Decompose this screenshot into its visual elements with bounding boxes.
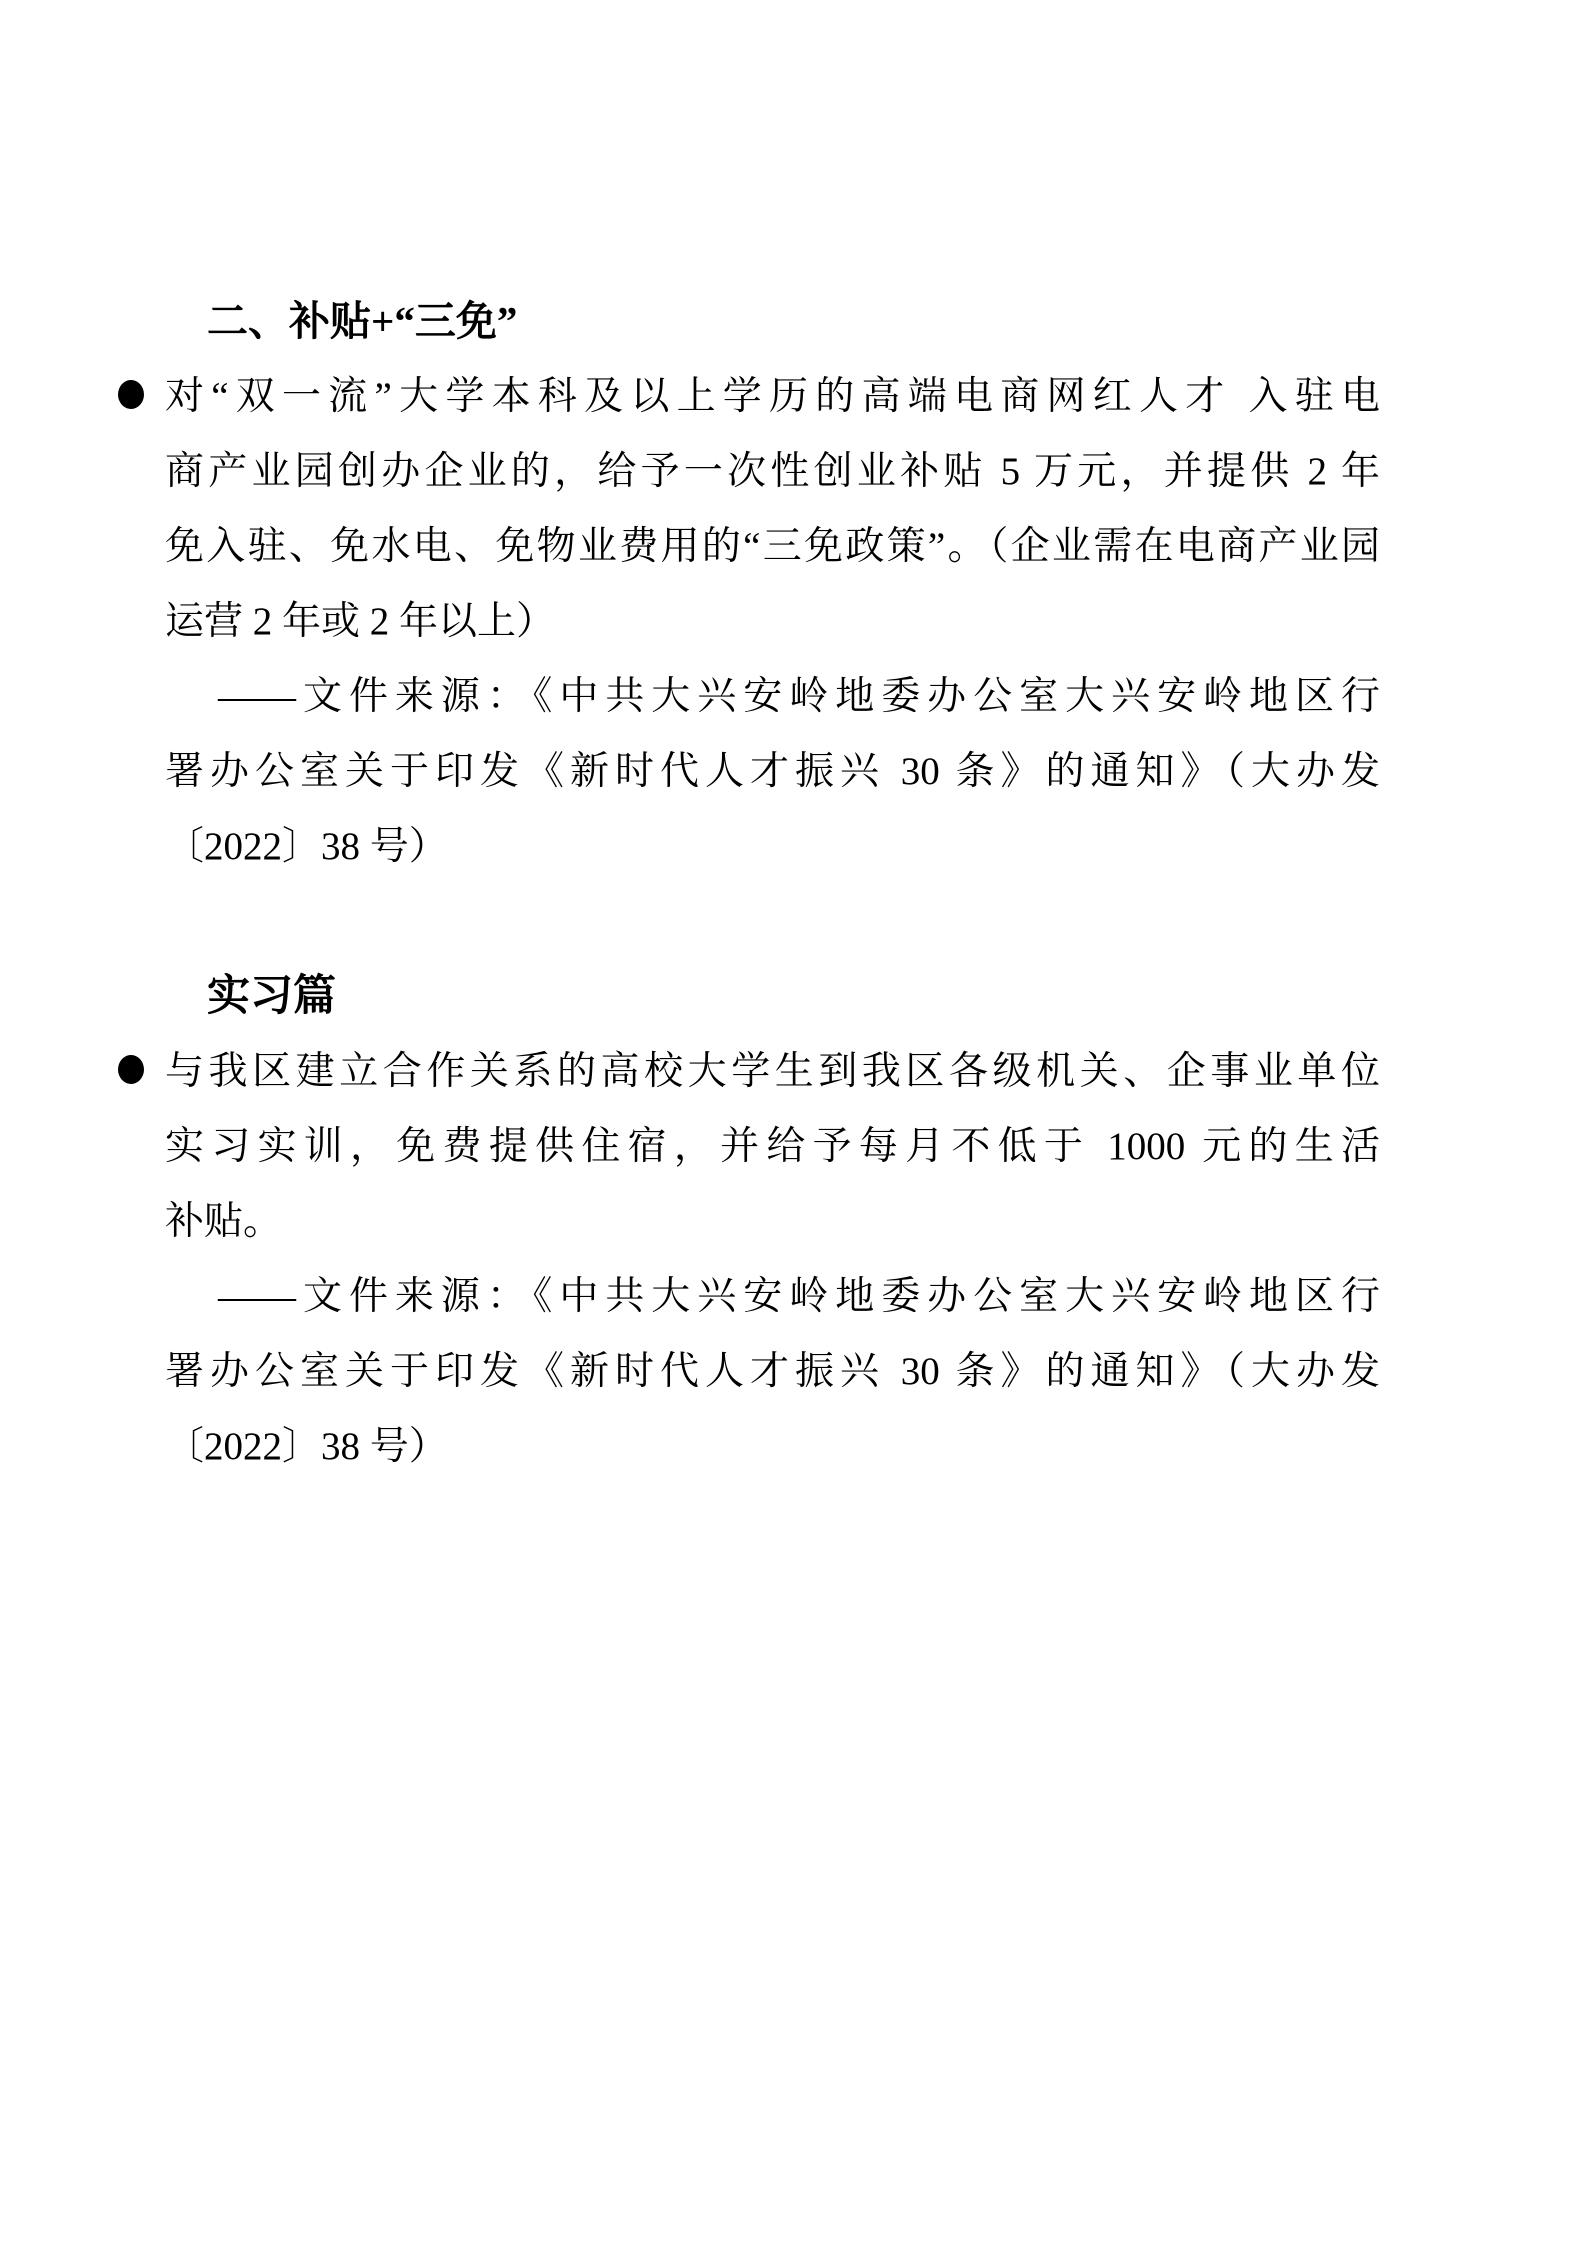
bullet-icon	[118, 380, 144, 409]
source-paragraph	[165, 1259, 1380, 1484]
section-subsidy	[165, 284, 1380, 884]
paragraph-lines	[165, 1034, 1380, 1259]
text-line: 对“双一流”大学本科及以上学历的高端电商网红人才 入驻电	[165, 375, 1380, 418]
text-line: 署办公室关于印发《新时代人才振兴 30 条》的通知》（大办发	[165, 1350, 1380, 1393]
text-line: 免入驻、免水电、免物业费用的“三免政策”。（企业需在电商产业园	[165, 525, 1380, 568]
section-heading: 二、补贴+“三免”	[207, 298, 518, 344]
bullet-icon	[118, 1055, 144, 1084]
text-line: ——文件来源：《中共大兴安岭地委办公室大兴安岭地区行	[218, 1275, 1380, 1318]
text-line: ——文件来源：《中共大兴安岭地委办公室大兴安岭地区行	[218, 675, 1380, 718]
section-internship	[165, 959, 1380, 1484]
text-line: 署办公室关于印发《新时代人才振兴 30 条》的通知》（大办发	[165, 750, 1380, 793]
paragraph-lines	[165, 359, 1380, 659]
paragraph-lines	[165, 1259, 1380, 1484]
text-line: 补贴。	[165, 1200, 283, 1243]
text-line: 〔2022〕38 号）	[165, 825, 448, 868]
text-line: 〔2022〕38 号）	[165, 1425, 448, 1468]
bullet-paragraph	[165, 359, 1380, 659]
text-line: 与我区建立合作关系的高校大学生到我区各级机关、企事业单位	[165, 1050, 1380, 1093]
bullet-paragraph	[165, 1034, 1380, 1259]
text-line: 商产业园创办企业的，给予一次性创业补贴 5 万元，并提供 2 年	[165, 450, 1380, 493]
document-body	[165, 284, 1380, 1484]
paragraph-lines	[165, 659, 1380, 884]
text-line: 运营 2 年或 2 年以上）	[165, 600, 556, 643]
section-heading: 实习篇	[207, 972, 336, 1020]
text-line: 实习实训，免费提供住宿，并给予每月不低于 1000 元的生活	[165, 1125, 1380, 1168]
source-paragraph	[165, 659, 1380, 884]
